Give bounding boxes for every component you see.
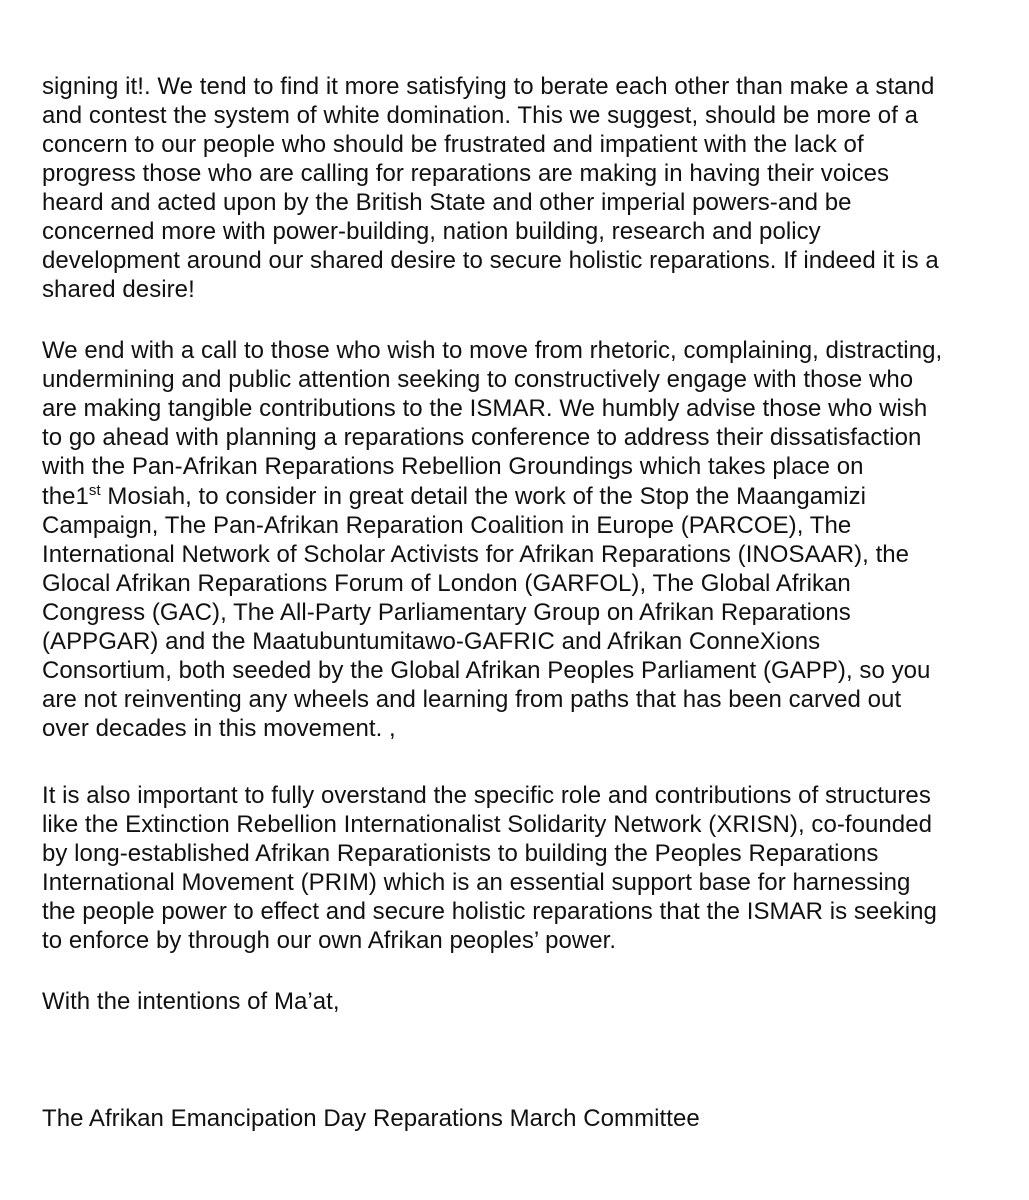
paragraph-2-line-7: Campaign, The Pan-Afrikan Reparation Coalition in Europe (PARCOE), The bbox=[42, 512, 852, 539]
paragraph-3-line-6: to enforce by through our own Afrikan peoples’ power. bbox=[42, 927, 617, 954]
paragraph-2-line-6 bbox=[42, 482, 866, 512]
paragraph-2-line-14: over decades in this movement. , bbox=[42, 715, 396, 742]
paragraph-2-line-11: (APPGAR) and the Maatubuntumitawo-GAFRIC and Afrikan ConneXions bbox=[42, 628, 821, 655]
paragraph-2-line-4: to go ahead with planning a reparations conference to address their dissatisfaction bbox=[42, 424, 922, 451]
signature-line: The Afrikan Emancipation Day Reparations March Committee bbox=[42, 1105, 700, 1132]
paragraph-2-line-3: are making tangible contributions to the ISMAR. We humbly advise those who wish bbox=[42, 395, 928, 422]
paragraph-1-line-4: progress those who are calling for reparations are making in having their voices bbox=[42, 160, 890, 187]
paragraph-2-line-8: International Network of Scholar Activists for Afrikan Reparations (INOSAAR), the bbox=[42, 541, 910, 568]
paragraph-2-line-2: undermining and public attention seeking to constructively engage with those who bbox=[42, 366, 914, 393]
paragraph-3-line-1: It is also important to fully overstand the specific role and contributions of structures bbox=[42, 782, 931, 809]
paragraph-2-line-9: Glocal Afrikan Reparations Forum of London (GARFOL), The Global Afrikan bbox=[42, 570, 851, 597]
paragraph-3-line-3: by long-established Afrikan Reparationists to building the Peoples Reparations bbox=[42, 840, 879, 867]
paragraph-2-line-10: Congress (GAC), The All-Party Parliamentary Group on Afrikan Reparations bbox=[42, 599, 851, 626]
paragraph-1-line-1: signing it!. We tend to find it more satisfying to berate each other than make a stand bbox=[42, 73, 935, 100]
paragraph-1-line-2: and contest the system of white domination. This we suggest, should be more of a bbox=[42, 102, 919, 129]
paragraph-1-line-7: development around our shared desire to secure holistic reparations. If indeed it is a bbox=[42, 247, 939, 274]
paragraph-1-line-6: concerned more with power-building, nation building, research and policy bbox=[42, 218, 821, 245]
paragraph-2-line-12: Consortium, both seeded by the Global Afrikan Peoples Parliament (GAPP), so you bbox=[42, 657, 931, 684]
paragraph-2-line-1: We end with a call to those who wish to move from rhetoric, complaining, distracting, bbox=[42, 337, 943, 364]
paragraph-1-line-5: heard and acted upon by the British State and other imperial powers-and be bbox=[42, 189, 852, 216]
paragraph-3-line-2: like the Extinction Rebellion Internationalist Solidarity Network (XRISN), co-founded bbox=[42, 811, 932, 838]
paragraph-2-line-6-prefix: the1 bbox=[42, 483, 89, 510]
paragraph-1-line-3: concern to our people who should be frustrated and impatient with the lack of bbox=[42, 131, 864, 158]
paragraph-2-line-6-suffix: Mosiah, to consider in great detail the work of the Stop the Maangamizi bbox=[100, 483, 867, 510]
paragraph-2-line-13: are not reinventing any wheels and learning from paths that has been carved out bbox=[42, 686, 902, 713]
paragraph-3-line-5: the people power to effect and secure holistic reparations that the ISMAR is seeking bbox=[42, 898, 937, 925]
paragraph-1-line-8: shared desire! bbox=[42, 276, 195, 303]
paragraph-2-line-5: with the Pan-Afrikan Reparations Rebellion Groundings which takes place on bbox=[42, 453, 864, 480]
ordinal-superscript: st bbox=[88, 482, 101, 499]
closing-line: With the intentions of Ma’at, bbox=[42, 988, 340, 1015]
paragraph-3-line-4: International Movement (PRIM) which is an essential support base for harnessing bbox=[42, 869, 911, 896]
